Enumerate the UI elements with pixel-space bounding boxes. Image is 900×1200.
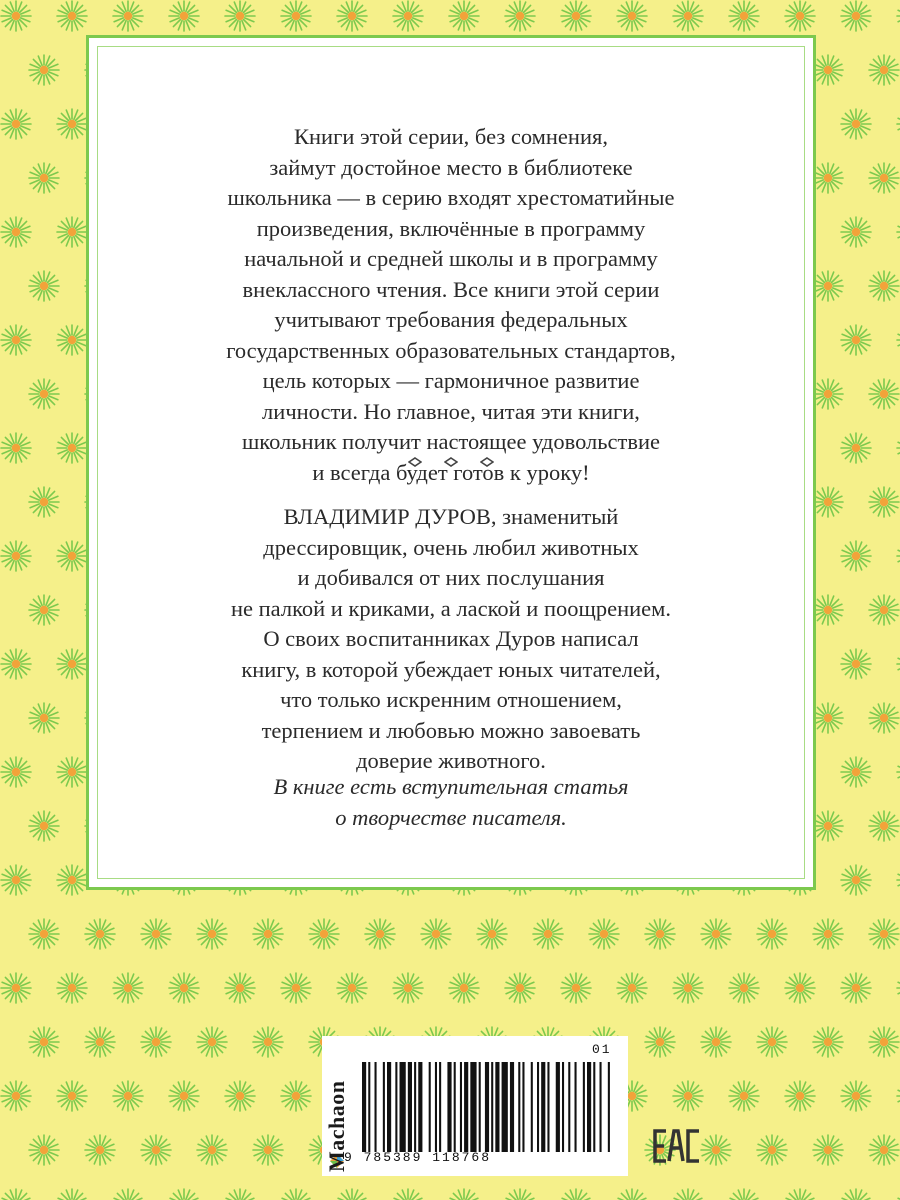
author-description-line: и добивался от них послушания — [297, 565, 605, 590]
series-description-line: и всегда будет готов к уроку! — [312, 459, 590, 485]
flower-icon — [337, 1, 367, 31]
series-description-line: займут достойное место в библиотеке — [269, 154, 633, 180]
flower-icon — [785, 1081, 815, 1111]
flower-icon — [813, 163, 843, 193]
flower-icon — [113, 1081, 143, 1111]
series-description-line: школьника — в серию входят хрестоматийные — [227, 185, 675, 210]
flower-icon — [29, 379, 59, 409]
flower-icon — [393, 1189, 423, 1200]
series-description-line: личности. Но главное, читая эти книги, — [262, 398, 640, 424]
section-separator — [89, 454, 813, 472]
flower-icon — [225, 973, 255, 1003]
flower-icon — [57, 1081, 87, 1111]
eac-certification-mark-icon — [652, 1128, 702, 1164]
flower-icon — [729, 1, 759, 31]
flower-icon — [57, 1189, 87, 1200]
flower-icon — [505, 1189, 535, 1200]
barcode-icon — [362, 1062, 612, 1152]
flower-icon — [29, 487, 59, 517]
series-description-line: произведения, включённые в программу — [256, 215, 646, 241]
diamond-ornament-icon — [444, 457, 458, 467]
flower-icon — [1, 973, 31, 1003]
series-description-line: государственных образовательных стандартов, — [226, 337, 676, 363]
flower-icon — [813, 379, 843, 409]
flower-icon — [1, 109, 31, 139]
flower-icon — [197, 1027, 227, 1057]
flower-icon — [841, 1189, 871, 1200]
flower-icon — [393, 1, 423, 31]
flower-icon — [281, 1, 311, 31]
flower-icon — [869, 811, 899, 841]
author-description — [89, 502, 813, 777]
flower-icon — [449, 1189, 479, 1200]
flower-icon — [757, 1135, 787, 1165]
flower-icon — [281, 973, 311, 1003]
flower-icon — [29, 55, 59, 85]
flower-icon — [841, 109, 871, 139]
flower-icon — [841, 325, 871, 355]
flower-icon — [617, 1189, 647, 1200]
flower-icon — [813, 487, 843, 517]
series-description-line: Книги этой серии, без сомнения, — [294, 124, 608, 149]
isbn-number: 9 785389 118768 — [344, 1150, 492, 1165]
flower-icon — [113, 1189, 143, 1200]
flower-icon — [29, 595, 59, 625]
author-description-line: книгу, в которой убеждает юных читателей, — [241, 656, 661, 682]
intro-article-note-line: В книге есть вступительная статья — [273, 774, 629, 799]
flower-icon — [841, 973, 871, 1003]
flower-icon — [169, 1189, 199, 1200]
flower-icon — [813, 919, 843, 949]
flower-icon — [57, 865, 87, 895]
flower-icon — [57, 217, 87, 247]
flower-icon — [645, 1027, 675, 1057]
flower-icon — [617, 1, 647, 31]
flower-icon — [113, 1, 143, 31]
flower-icon — [1, 217, 31, 247]
text-panel — [86, 35, 816, 890]
flower-icon — [309, 919, 339, 949]
flower-icon — [253, 919, 283, 949]
flower-icon — [1, 433, 31, 463]
series-description-line: учитывают требования федеральных — [274, 307, 628, 332]
publisher-name: Machaon — [324, 1080, 349, 1172]
flower-icon — [197, 1135, 227, 1165]
flower-icon — [29, 919, 59, 949]
flower-icon — [673, 1, 703, 31]
flower-icon — [1, 1, 31, 31]
flower-icon — [169, 1, 199, 31]
flower-icon — [841, 1, 871, 31]
flower-icon — [813, 1135, 843, 1165]
flower-icon — [169, 973, 199, 1003]
series-description — [89, 122, 813, 488]
flower-icon — [673, 1081, 703, 1111]
barcode-addon-number: 01 — [592, 1042, 612, 1057]
flower-icon — [813, 703, 843, 733]
flower-icon — [57, 757, 87, 787]
diamond-ornament-icon — [408, 457, 422, 467]
flower-icon — [757, 1027, 787, 1057]
author-description-line: дрессировщик, очень любил животных — [263, 534, 639, 560]
flower-icon — [785, 973, 815, 1003]
series-description-line: начальной и средней школы и в программу — [244, 246, 658, 271]
flower-icon — [85, 1135, 115, 1165]
diamond-ornament-icon — [480, 457, 494, 467]
flower-icon — [701, 1027, 731, 1057]
flower-icon — [29, 703, 59, 733]
flower-icon — [113, 973, 143, 1003]
flower-icon — [1, 1081, 31, 1111]
flower-icon — [729, 1189, 759, 1200]
flower-icon — [29, 163, 59, 193]
flower-icon — [449, 973, 479, 1003]
flower-icon — [141, 919, 171, 949]
flower-icon — [645, 919, 675, 949]
flower-icon — [841, 757, 871, 787]
flower-icon — [393, 973, 423, 1003]
series-description-line: цель которых — гармоничное развитие — [262, 368, 640, 393]
flower-icon — [505, 973, 535, 1003]
flower-icon — [841, 541, 871, 571]
flower-icon — [85, 1027, 115, 1057]
flower-icon — [869, 919, 899, 949]
flower-icon — [841, 1081, 871, 1111]
flower-icon — [617, 973, 647, 1003]
flower-icon — [869, 55, 899, 85]
flower-icon — [1, 541, 31, 571]
flower-icon — [1, 325, 31, 355]
flower-icon — [225, 1081, 255, 1111]
series-description-line: внеклассного чтения. Все книги этой серии — [242, 276, 660, 302]
flower-icon — [505, 1, 535, 31]
flower-icon — [841, 433, 871, 463]
flower-icon — [813, 55, 843, 85]
author-description-line: что только искренним отношением, — [280, 687, 622, 712]
flower-icon — [701, 1135, 731, 1165]
flower-icon — [477, 919, 507, 949]
flower-icon — [729, 1081, 759, 1111]
flower-icon — [757, 919, 787, 949]
flower-icon — [169, 1081, 199, 1111]
flower-icon — [561, 973, 591, 1003]
author-description-line: не палкой и криками, а лаской и поощрением. — [230, 595, 672, 621]
flower-icon — [197, 919, 227, 949]
flower-icon — [225, 1189, 255, 1200]
intro-article-note — [89, 772, 813, 833]
flower-icon — [841, 865, 871, 895]
flower-icon — [253, 1135, 283, 1165]
flower-icon — [1, 1189, 31, 1200]
flower-icon — [673, 973, 703, 1003]
flower-icon — [869, 1027, 899, 1057]
flower-icon — [337, 1189, 367, 1200]
flower-icon — [813, 1027, 843, 1057]
flower-icon — [253, 1027, 283, 1057]
flower-icon — [57, 973, 87, 1003]
intro-article-note-line: о творчестве писателя. — [335, 804, 567, 830]
series-description-line: школьник получит настоящее удовольствие — [241, 429, 661, 454]
flower-icon — [1, 865, 31, 895]
author-description-line: терпением и любовью можно завоевать — [261, 717, 641, 743]
flower-icon — [561, 1, 591, 31]
flower-icon — [813, 811, 843, 841]
flower-icon — [561, 1189, 591, 1200]
flower-icon — [29, 811, 59, 841]
author-description-line: доверие животного. — [356, 748, 546, 773]
flower-icon — [1, 649, 31, 679]
flower-icon — [813, 595, 843, 625]
flower-icon — [449, 1, 479, 31]
flower-icon — [29, 1027, 59, 1057]
flower-icon — [337, 973, 367, 1003]
flower-icon — [57, 325, 87, 355]
flower-icon — [841, 217, 871, 247]
flower-icon — [869, 271, 899, 301]
flower-icon — [869, 595, 899, 625]
author-description-line: ВЛАДИМИР ДУРОВ, знаменитый — [283, 504, 619, 529]
flower-icon — [29, 1135, 59, 1165]
barcode-label — [322, 1036, 628, 1176]
flower-icon — [701, 919, 731, 949]
flower-icon — [589, 919, 619, 949]
flower-icon — [729, 973, 759, 1003]
flower-icon — [785, 1, 815, 31]
flower-icon — [673, 1189, 703, 1200]
flower-icon — [365, 919, 395, 949]
flower-icon — [533, 919, 563, 949]
flower-icon — [785, 1189, 815, 1200]
flower-icon — [57, 109, 87, 139]
flower-icon — [29, 271, 59, 301]
flower-icon — [869, 163, 899, 193]
flower-icon — [869, 379, 899, 409]
flower-icon — [141, 1135, 171, 1165]
flower-icon — [57, 541, 87, 571]
flower-icon — [813, 271, 843, 301]
flower-icon — [57, 649, 87, 679]
author-description-line: О своих воспитанниках Дуров написал — [263, 626, 639, 651]
flower-icon — [141, 1027, 171, 1057]
flower-icon — [57, 433, 87, 463]
flower-icon — [57, 1, 87, 31]
flower-icon — [841, 649, 871, 679]
flower-icon — [1, 757, 31, 787]
flower-icon — [869, 487, 899, 517]
flower-icon — [421, 919, 451, 949]
flower-icon — [869, 1135, 899, 1165]
flower-icon — [85, 919, 115, 949]
flower-icon — [225, 1, 255, 31]
flower-icon — [281, 1081, 311, 1111]
flower-icon — [281, 1189, 311, 1200]
flower-icon — [869, 703, 899, 733]
